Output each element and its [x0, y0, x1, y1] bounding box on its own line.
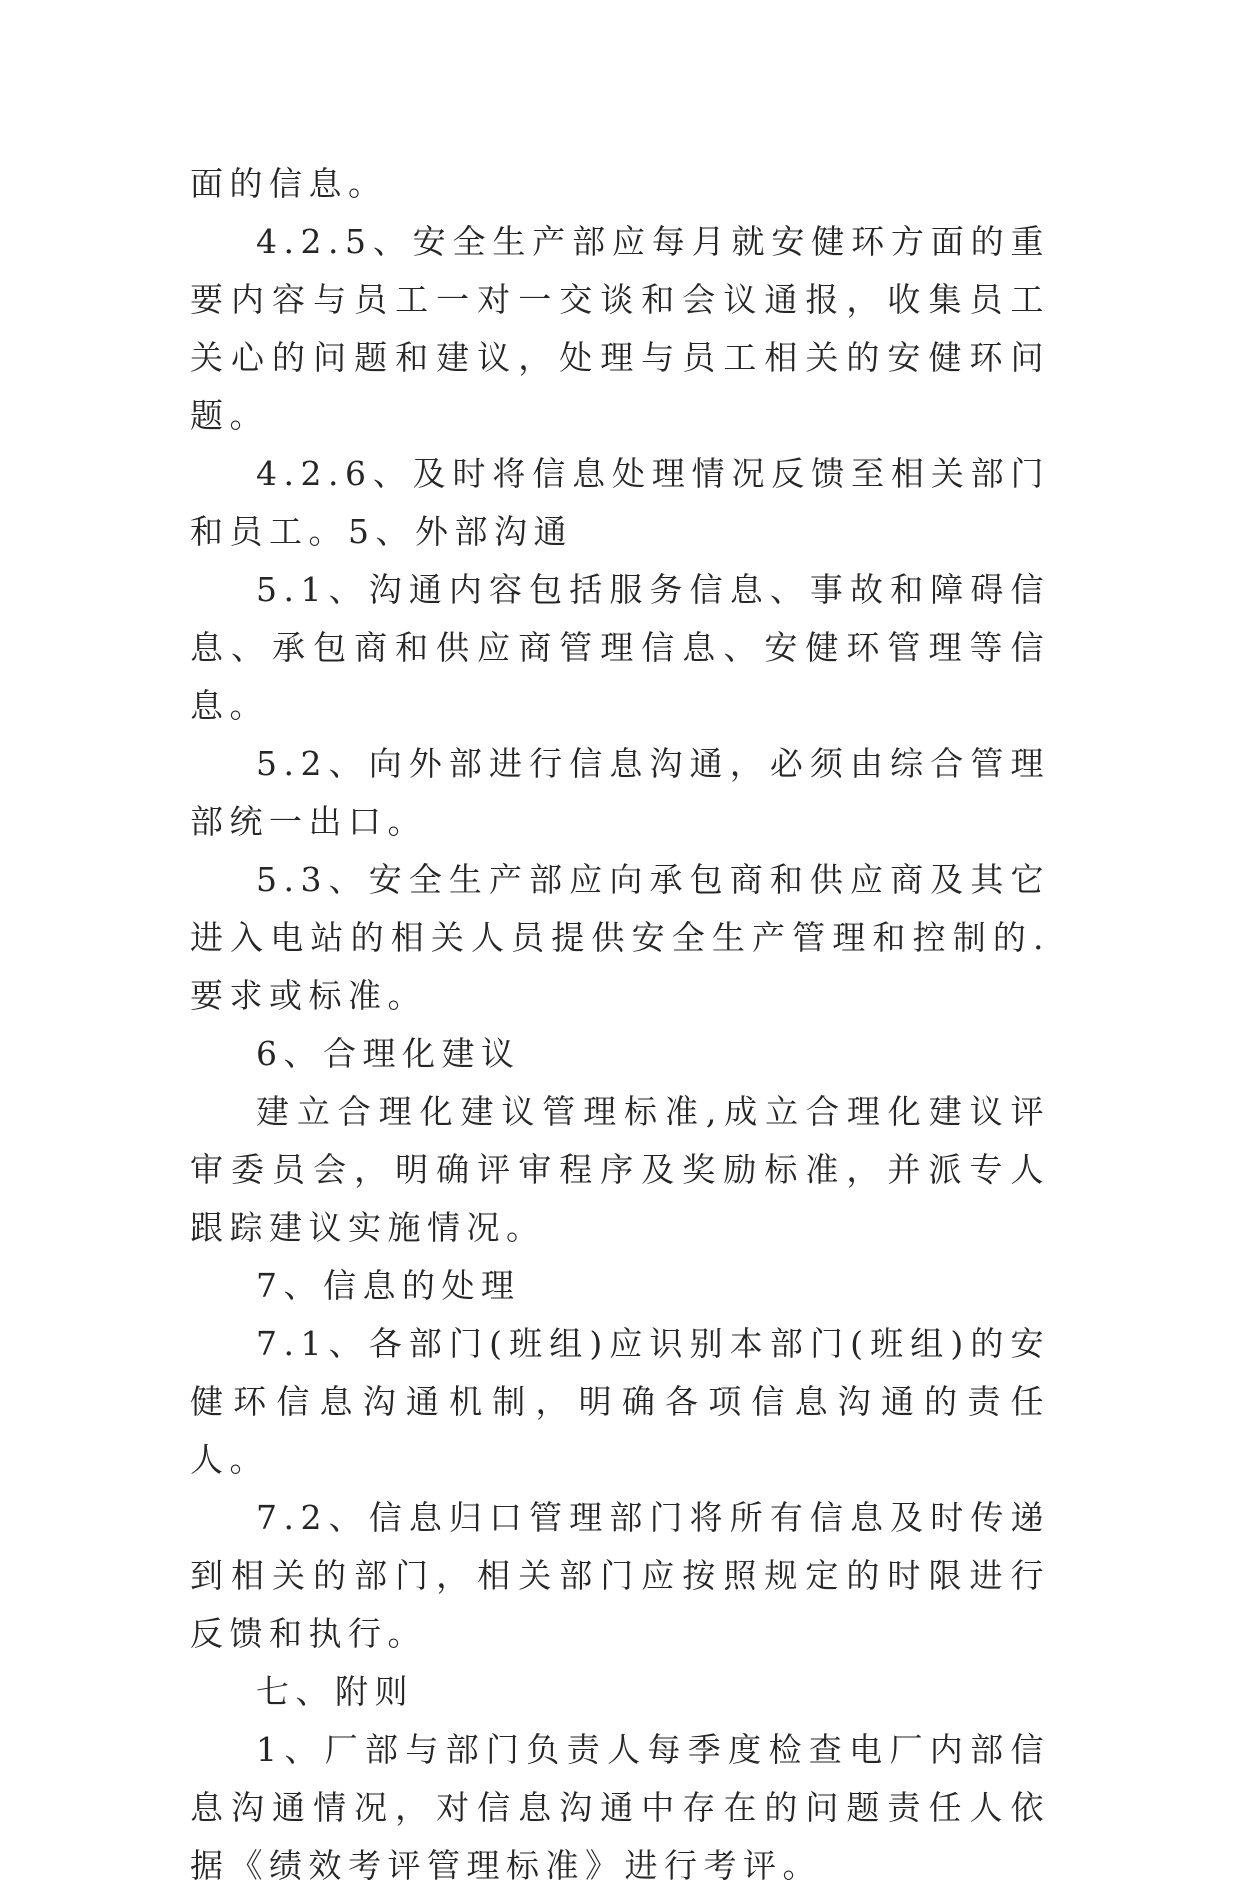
paragraph-6-body: 建立合理化建议管理标准,成立合理化建议评审委员会，明确评审程序及奖励标准，并派专人跟踪建议实施情况。 [190, 1092, 1050, 1247]
paragraph-4-2-6: 4.2.6、及时将信息处理情况反馈至相关部门和员工。5、外部沟通 [190, 454, 1050, 551]
paragraph-4-2-5: 4.2.5、安全生产部应每月就安健环方面的重要内容与员工一对一交谈和会议通报，收集员工关心的问题和建议，处理与员工相关的安健环问题。 [190, 222, 1050, 435]
paragraph-continuation: 面的信息。 [190, 164, 388, 203]
paragraph-5-3: 5.3、安全生产部应向承包商和供应商及其它进入电站的相关人员提供安全生产管理和控制的.要求或标准。 [190, 860, 1050, 1015]
paragraph-5-2: 5.2、向外部进行信息沟通，必须由综合管理部统一出口。 [190, 744, 1050, 841]
document-body [190, 155, 1050, 1895]
paragraph-7-2: 7.2、信息归口管理部门将所有信息及时传递到相关的部门，相关部门应按照规定的时限进行反馈和执行。 [190, 1498, 1050, 1653]
heading-supplementary: 七、附则 [256, 1672, 414, 1711]
heading-7: 7、信息的处理 [256, 1266, 521, 1305]
heading-6: 6、合理化建议 [256, 1034, 521, 1073]
paragraph-7-1: 7.1、各部门(班组)应识别本部门(班组)的安健环信息沟通机制，明确各项信息沟通的责任人。 [190, 1324, 1050, 1479]
paragraph-supplementary-1: 1、厂部与部门负责人每季度检查电厂内部信息沟通情况，对信息沟通中存在的问题责任人依据《绩效考评管理标准》进行考评。 [190, 1730, 1050, 1885]
paragraph-5-1: 5.1、沟通内容包括服务信息、事故和障碍信息、承包商和供应商管理信息、安健环管理等信息。 [190, 570, 1050, 725]
